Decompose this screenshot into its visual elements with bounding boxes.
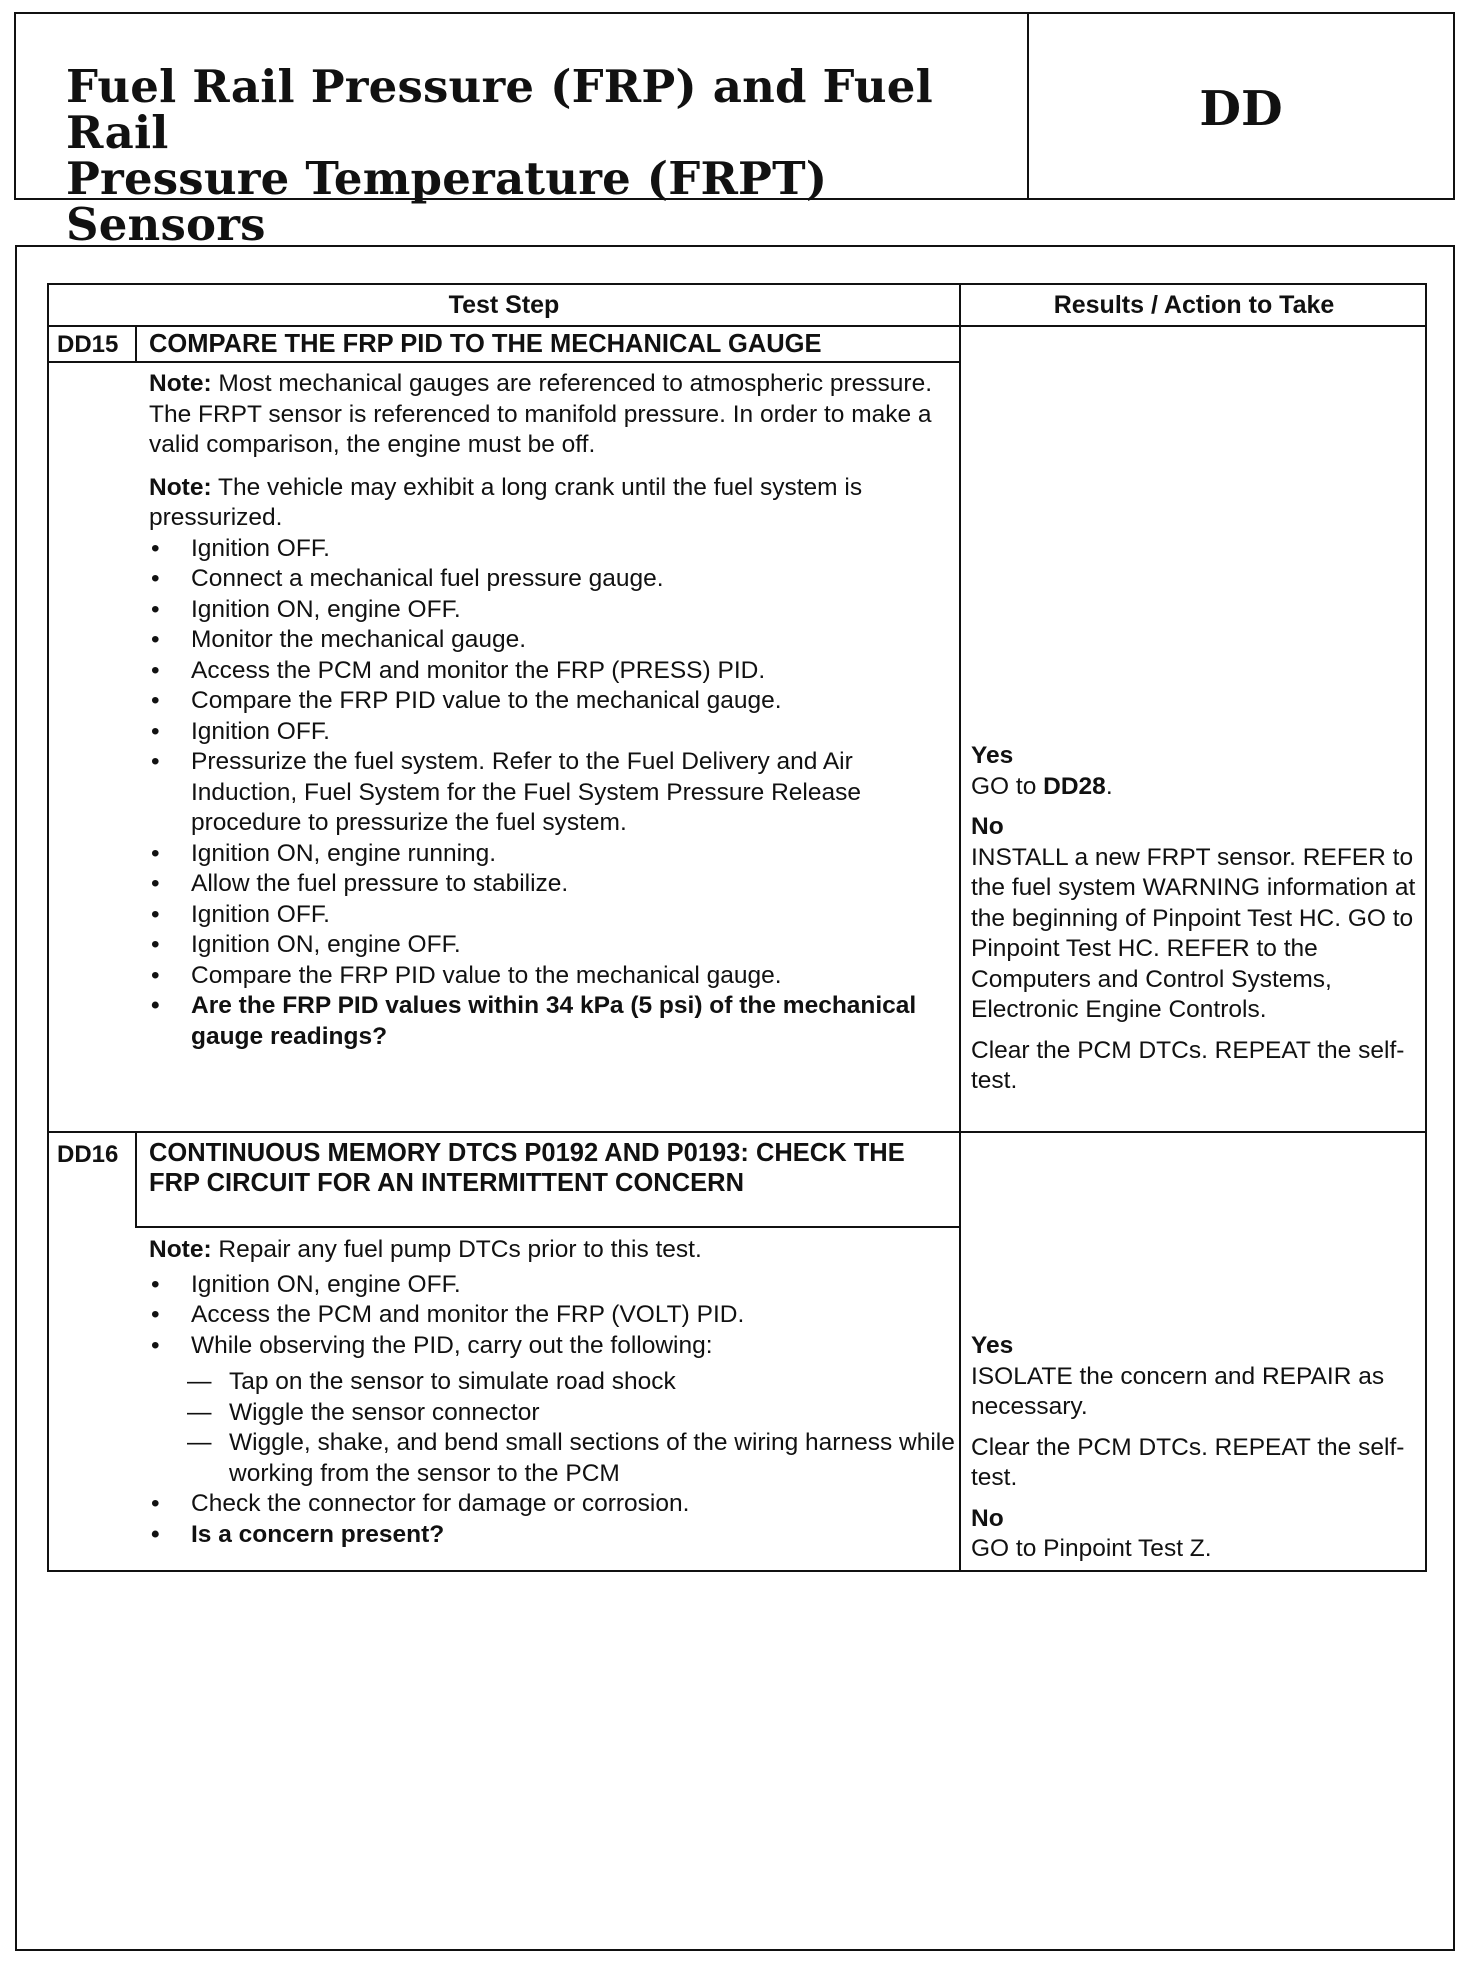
title-box [14, 12, 1455, 251]
yes-label: Yes [971, 1332, 1014, 1359]
col-header-test-step: Test Step [448, 290, 560, 319]
dd15-yes-action [971, 772, 1421, 803]
note-label: Note: [149, 370, 212, 397]
dd15-question: • Are the FRP PID values within 34 kPa (5 psi) of the mechanical gauge readings? [149, 991, 964, 1052]
dd15-title-divider [49, 361, 959, 363]
list-item: — Wiggle the sensor connector [149, 1398, 964, 1429]
list-item: — Wiggle, shake, and bend small sections of the wiring harness while working from the sensor to the PCM [149, 1428, 964, 1489]
list-item: • Pressurize the fuel system. Refer to the Fuel Delivery and Air Induction, Fuel System for the Fuel System Pressure Release procedure to pressurize the fuel system. [149, 747, 964, 839]
section-code: DD [1199, 81, 1283, 137]
list-item: • Ignition ON, engine OFF. [149, 1270, 964, 1301]
list-item: • Compare the FRP PID value to the mechanical gauge. [149, 961, 964, 992]
list-item: • Access the PCM and monitor the FRP (VOLT) PID. [149, 1300, 964, 1331]
step-title-dd16: CONTINUOUS MEMORY DTCS P0192 AND P0193: CHECK THE FRP CIRCUIT FOR AN INTERMITTENT CONCERN [149, 1139, 905, 1197]
dd16-clear-dtcs: Clear the PCM DTCs. REPEAT the self-test. [971, 1433, 1405, 1491]
step-id-dd16: DD16 [57, 1141, 119, 1168]
list-item: • Connect a mechanical fuel pressure gauge. [149, 564, 964, 595]
list-item: • While observing the PID, carry out the following: [149, 1331, 964, 1362]
go-target: DD28 [1043, 772, 1106, 800]
dd16-final-steps [149, 1489, 964, 1550]
dd16-steps-list [149, 1270, 964, 1362]
list-item: — Tap on the sensor to simulate road shock [149, 1367, 964, 1398]
dd16-body [149, 1235, 964, 1550]
note-label: Note: [149, 1236, 212, 1263]
dd15-note-1 [149, 369, 964, 461]
step-id-dd15: DD15 [57, 331, 119, 358]
list-item: • Check the connector for damage or corrosion. [149, 1489, 964, 1520]
dd15-id-divider [135, 325, 137, 363]
dd16-title-divider [135, 1226, 959, 1228]
dd15-steps-list [149, 534, 964, 1053]
list-item: • Ignition OFF. [149, 717, 964, 748]
col-header-results: Results / Action to Take [1053, 290, 1335, 319]
dd15-no-action: INSTALL a new FRPT sensor. REFER to the fuel system WARNING information at the beginning of Pinpoint Test HC. GO to Pinpoint Test HC. REFER to the Computers and Control Systems, Electronic Engine Controls. [971, 843, 1416, 1023]
yes-label: Yes [971, 742, 1014, 769]
dd15-results [971, 741, 1421, 1097]
dd16-note [149, 1235, 964, 1266]
note-text: Most mechanical gauges are referenced to atmospheric pressure. The FRPT sensor is referenced to manifold pressure. In order to make a valid comparison, the engine must be off. [149, 370, 933, 458]
list-item: • Access the PCM and monitor the FRP (PRESS) PID. [149, 656, 964, 687]
dd16-yes-action: ISOLATE the concern and REPAIR as necessary. [971, 1362, 1385, 1420]
list-item: • Allow the fuel pressure to stabilize. [149, 869, 964, 900]
title-line-2: Pressure Temperature (FRPT) Sensors [66, 152, 828, 251]
dd16-no-action: GO to Pinpoint Test Z. [971, 1535, 1212, 1562]
title-line-1: Fuel Rail Pressure (FRP) and Fuel Rail [66, 60, 933, 159]
list-item: • Ignition OFF. [149, 900, 964, 931]
note-label: Note: [149, 473, 212, 501]
note-text: The vehicle may exhibit a long crank until the fuel system is pressurized. [149, 473, 863, 531]
no-label: No [971, 813, 1004, 840]
step-divider [49, 1131, 1427, 1133]
list-item: • Ignition ON, engine OFF. [149, 595, 964, 626]
dd15-body [149, 369, 964, 1052]
list-item: • Monitor the mechanical gauge. [149, 625, 964, 656]
header-divider [49, 325, 1427, 327]
step-title-dd15: COMPARE THE FRP PID TO THE MECHANICAL GAUGE [149, 330, 822, 358]
test-step-table [47, 283, 1427, 1572]
page-title [16, 14, 1029, 251]
dd16-question: • Is a concern present? [149, 1520, 964, 1551]
go-text: GO to [971, 772, 1044, 800]
no-label: No [971, 1504, 1004, 1532]
note-text: Repair any fuel pump DTCs prior to this test. [211, 1236, 702, 1263]
list-item: • Ignition ON, engine running. [149, 839, 964, 870]
dd15-clear-dtcs: Clear the PCM DTCs. REPEAT the self-test. [971, 1036, 1405, 1094]
dd16-id-divider [135, 1131, 137, 1228]
dd16-substeps-list [149, 1367, 964, 1489]
go-end: . [1105, 772, 1113, 800]
dd15-note-2 [149, 473, 964, 534]
list-item: • Ignition ON, engine OFF. [149, 930, 964, 961]
list-item: • Compare the FRP PID value to the mechanical gauge. [149, 686, 964, 717]
dd16-results [971, 1331, 1421, 1565]
list-item: • Ignition OFF. [149, 534, 964, 565]
